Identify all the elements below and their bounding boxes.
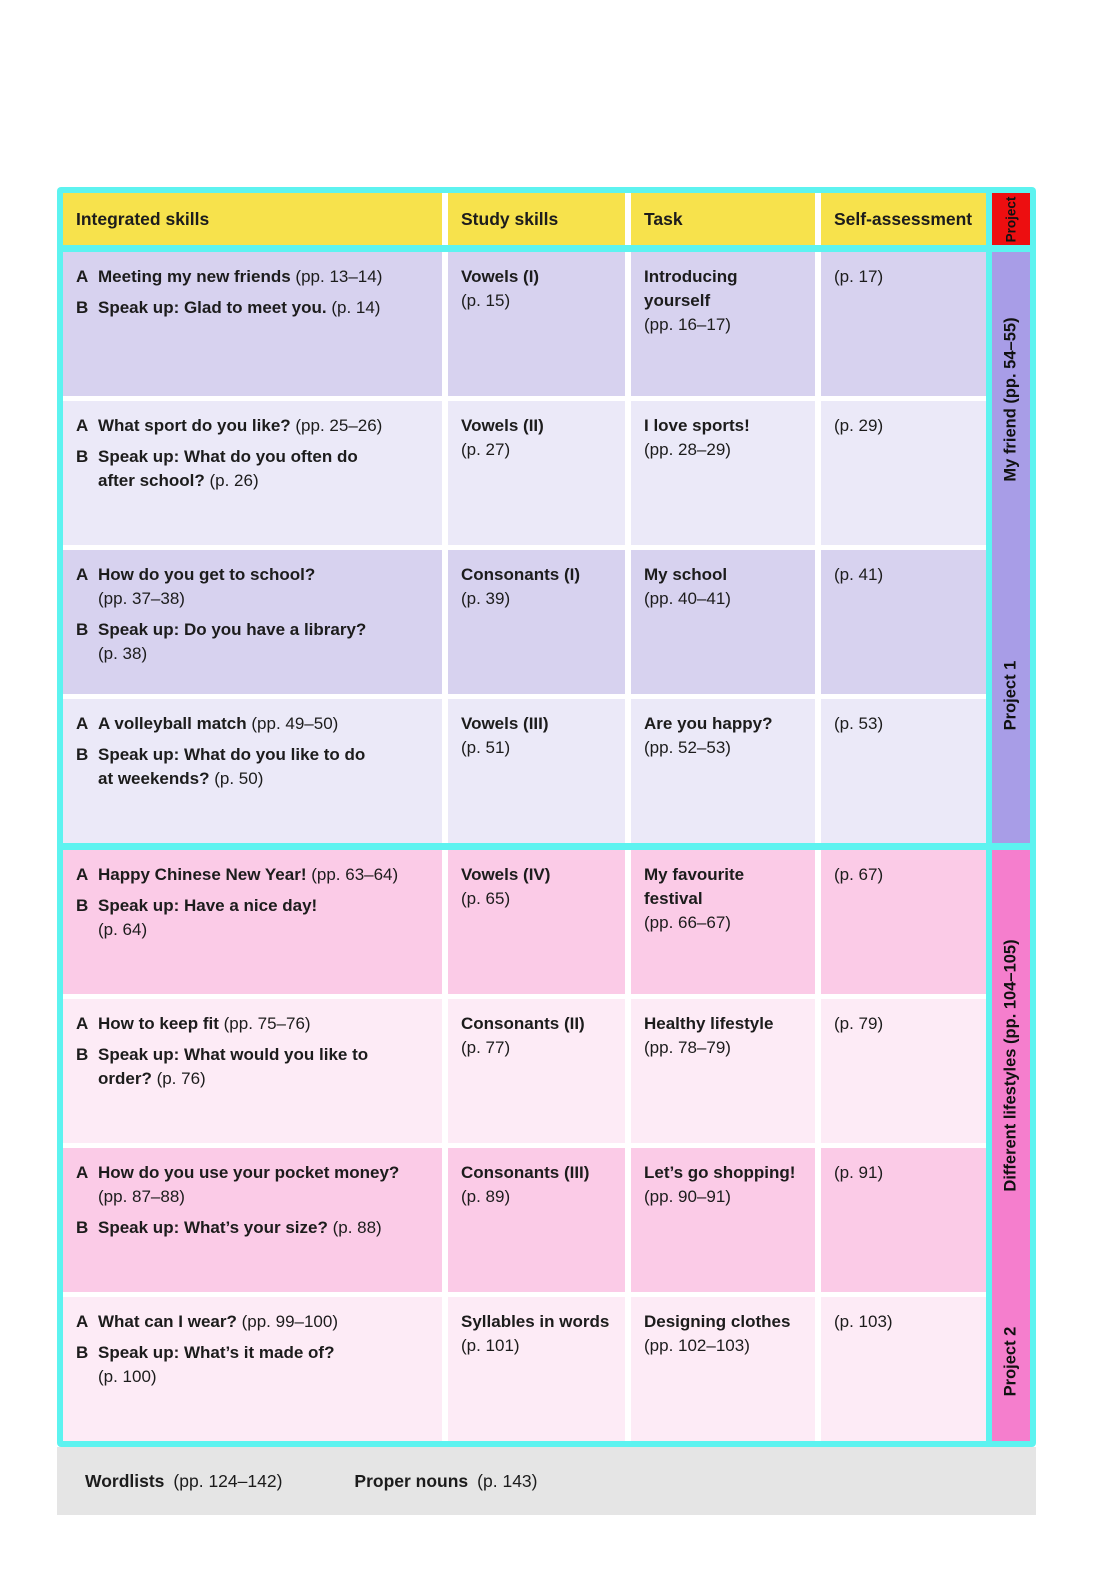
page-ref-segment: (pp. 16–17) <box>644 315 731 334</box>
text-line <box>834 265 976 289</box>
lesson-item <box>76 712 432 736</box>
lesson-item <box>76 1012 432 1036</box>
title-segment: My favourite <box>644 865 745 884</box>
project1-label: Project 1 <box>1001 660 1020 731</box>
item-text <box>98 1216 432 1240</box>
text-line <box>461 289 615 313</box>
text-line <box>98 1310 432 1334</box>
sidebar-strip-unit1 <box>992 252 1030 843</box>
page-ref-segment: (p. 101) <box>461 1336 520 1355</box>
text-line <box>644 1036 805 1060</box>
self-assessment-cell <box>821 401 986 545</box>
text-line <box>644 414 805 438</box>
study-skills-cell <box>448 1297 625 1441</box>
integrated-skills-cell <box>63 1148 442 1292</box>
page-ref-segment: (pp. 63–64) <box>306 865 399 884</box>
lesson-item <box>76 1216 432 1240</box>
integrated-skills-cell <box>63 252 442 396</box>
self-assessment-cell <box>821 1148 986 1292</box>
title-segment: Speak up: What’s your size? <box>98 1218 328 1237</box>
proper-nouns-label: Proper nouns <box>354 1470 469 1491</box>
page-ref-segment: (pp. 49–50) <box>246 714 339 733</box>
page-ref-segment: (pp. 37–38) <box>98 589 185 608</box>
section-divider <box>63 245 986 252</box>
text-line <box>98 414 432 438</box>
text-line <box>834 712 976 736</box>
task-cell <box>631 699 815 843</box>
page-ref-segment: (pp. 66–67) <box>644 913 731 932</box>
item-marker: B <box>76 1045 89 1064</box>
text-line <box>644 1161 805 1185</box>
item-text <box>98 743 432 791</box>
text-line <box>98 1161 432 1185</box>
text-line <box>461 736 615 760</box>
column-header-label: Self-assessment <box>834 208 973 229</box>
lesson-item <box>76 265 432 289</box>
item-text <box>98 445 432 493</box>
text-line <box>834 863 976 887</box>
sidebar-zone <box>992 850 1030 1281</box>
page-ref-segment: (pp. 102–103) <box>644 1336 750 1355</box>
column-header-label: Study skills <box>461 208 559 229</box>
lesson-item <box>76 1161 432 1209</box>
study-skills-cell <box>448 1148 625 1292</box>
title-segment: festival <box>644 889 703 908</box>
unit-section-different-lifestyles <box>63 850 986 1441</box>
unit2-title-label: Different lifestyles (pp. 104–105) <box>1001 939 1020 1192</box>
title-segment: What sport do you like? <box>98 416 291 435</box>
page-ref-segment: (p. 39) <box>461 589 511 608</box>
task-cell <box>631 252 815 396</box>
text-line <box>98 1067 432 1091</box>
page-ref-segment: (p. 79) <box>834 1014 884 1033</box>
text-line <box>834 1310 976 1334</box>
text-line <box>834 414 976 438</box>
study-skills-cell <box>448 699 625 843</box>
title-segment: Speak up: Have a nice day! <box>98 896 318 915</box>
page-ref-segment: (p. 26) <box>204 471 259 490</box>
text-line <box>644 313 805 337</box>
item-marker: B <box>76 298 89 317</box>
study-skills-cell <box>448 252 625 396</box>
lesson-item <box>76 894 432 942</box>
text-line <box>644 911 805 935</box>
title-segment: Designing clothes <box>644 1312 791 1331</box>
task-cell <box>631 850 815 994</box>
item-text <box>98 1310 432 1334</box>
text-line <box>461 587 615 611</box>
item-marker: A <box>76 1312 89 1331</box>
item-marker: B <box>76 620 89 639</box>
page-ref-segment: (pp. 75–76) <box>218 1014 311 1033</box>
item-text <box>98 563 432 611</box>
title-segment: Introducing <box>644 267 738 286</box>
project2-label: Project 2 <box>1001 1326 1020 1396</box>
page-ref-segment: (p. 14) <box>326 298 381 317</box>
title-segment: Syllables in words <box>461 1312 610 1331</box>
title-segment: I love sports! <box>644 416 750 435</box>
page-ref-segment: (pp. 28–29) <box>644 440 731 459</box>
study-skills-cell <box>448 550 625 694</box>
text-line <box>98 587 432 611</box>
study-skills-cell <box>448 999 625 1143</box>
page-ref-segment: (p. 88) <box>327 1218 382 1237</box>
item-text <box>98 414 432 438</box>
self-assessment-cell <box>821 699 986 843</box>
column-header-study-skills <box>448 193 625 245</box>
page-ref-segment: (p. 51) <box>461 738 511 757</box>
item-marker: B <box>76 447 89 466</box>
item-text <box>98 863 432 887</box>
title-segment: Vowels (III) <box>461 714 549 733</box>
lesson-item <box>76 563 432 611</box>
item-marker: A <box>76 1014 89 1033</box>
integrated-skills-cell <box>63 999 442 1143</box>
title-segment: Speak up: Do you have a library? <box>98 620 367 639</box>
text-line <box>98 767 432 791</box>
integrated-skills-cell <box>63 1297 442 1441</box>
text-line <box>461 887 615 911</box>
lesson-item <box>76 445 432 493</box>
page-ref-segment: (p. 15) <box>461 291 511 310</box>
text-line <box>98 918 432 942</box>
title-segment: Speak up: Glad to meet you. <box>98 298 327 317</box>
unit-section-my-friend <box>63 252 986 843</box>
item-marker: A <box>76 416 89 435</box>
text-line <box>461 1185 615 1209</box>
text-line <box>461 863 615 887</box>
page-ref-segment: (p. 27) <box>461 440 511 459</box>
title-segment: after school? <box>98 471 205 490</box>
text-line <box>461 1161 615 1185</box>
title-segment: yourself <box>644 291 711 310</box>
item-text <box>98 1341 432 1389</box>
text-line <box>98 1365 432 1389</box>
text-line <box>98 642 432 666</box>
item-text <box>98 296 432 320</box>
item-text <box>98 1012 432 1036</box>
proper-nouns-page-ref: (p. 143) <box>477 1470 538 1491</box>
sidebar-strip-unit2 <box>992 850 1030 1441</box>
item-marker: A <box>76 714 89 733</box>
item-marker: A <box>76 565 89 584</box>
column-header-label: Task <box>644 208 683 229</box>
item-text <box>98 894 432 942</box>
title-segment: What can I wear? <box>98 1312 237 1331</box>
task-cell <box>631 1148 815 1292</box>
main-table-area <box>63 193 986 1441</box>
lesson-item <box>76 296 432 320</box>
column-header-integrated-skills <box>63 193 442 245</box>
text-line <box>98 296 432 320</box>
integrated-skills-cell <box>63 550 442 694</box>
page-ref-segment: (p. 41) <box>834 565 884 584</box>
title-segment: order? <box>98 1069 152 1088</box>
study-skills-cell <box>448 850 625 994</box>
lesson-item <box>76 414 432 438</box>
page-ref-segment: (p. 103) <box>834 1312 893 1331</box>
text-line <box>98 743 432 767</box>
page-ref-segment: (p. 64) <box>98 920 148 939</box>
text-line <box>644 563 805 587</box>
title-segment: Speak up: What would you like to <box>98 1045 369 1064</box>
title-segment: Vowels (II) <box>461 416 544 435</box>
sidebar-divider <box>992 245 1030 252</box>
column-header-label: Integrated skills <box>76 208 210 229</box>
self-assessment-cell <box>821 999 986 1143</box>
title-segment: Speak up: What do you often do <box>98 447 358 466</box>
item-text <box>98 1161 432 1209</box>
text-line <box>98 265 432 289</box>
task-cell <box>631 1297 815 1441</box>
lesson-item <box>76 743 432 791</box>
page-ref-segment: (pp. 90–91) <box>644 1187 731 1206</box>
self-assessment-cell <box>821 850 986 994</box>
page-ref-segment: (p. 67) <box>834 865 884 884</box>
page-ref-segment: (pp. 25–26) <box>290 416 383 435</box>
text-line <box>461 265 615 289</box>
column-header-task <box>631 193 815 245</box>
footer-bar <box>57 1447 1036 1515</box>
text-line <box>98 863 432 887</box>
page-ref-segment: (p. 65) <box>461 889 511 908</box>
text-line <box>461 1310 615 1334</box>
text-line <box>834 1161 976 1185</box>
page-ref-segment: (p. 77) <box>461 1038 511 1057</box>
text-line <box>644 289 805 313</box>
task-cell <box>631 401 815 545</box>
project-header-cell <box>992 193 1030 245</box>
text-line <box>98 894 432 918</box>
sidebar-zone <box>992 1281 1030 1441</box>
page-ref-segment: (p. 100) <box>98 1367 157 1386</box>
page-ref-segment: (pp. 52–53) <box>644 738 731 757</box>
text-line <box>98 618 432 642</box>
wordlists-label: Wordlists <box>85 1470 165 1491</box>
item-marker: B <box>76 896 89 915</box>
unit1-title-label: My friend (pp. 54–55) <box>1001 317 1020 482</box>
item-text <box>98 618 432 666</box>
text-line <box>644 1310 805 1334</box>
self-assessment-cell <box>821 252 986 396</box>
page-ref-segment: (p. 17) <box>834 267 884 286</box>
title-segment: Speak up: What’s it made of? <box>98 1343 335 1362</box>
item-text <box>98 265 432 289</box>
text-line <box>98 469 432 493</box>
page-ref-segment: (p. 91) <box>834 1163 884 1182</box>
self-assessment-cell <box>821 1297 986 1441</box>
text-line <box>461 438 615 462</box>
lesson-item <box>76 618 432 666</box>
page-ref-segment: (p. 53) <box>834 714 884 733</box>
item-marker: B <box>76 1343 89 1362</box>
project-header-label: Project <box>1003 196 1019 242</box>
title-segment: Consonants (III) <box>461 1163 590 1182</box>
text-line <box>644 712 805 736</box>
task-cell <box>631 999 815 1143</box>
page-ref-segment: (p. 89) <box>461 1187 511 1206</box>
text-line <box>461 1012 615 1036</box>
text-line <box>644 587 805 611</box>
page-ref-segment: (pp. 40–41) <box>644 589 731 608</box>
contents-table <box>57 187 1036 1447</box>
item-marker: A <box>76 267 89 286</box>
item-marker: A <box>76 1163 89 1182</box>
sidebar-column <box>992 193 1030 1441</box>
text-line <box>98 445 432 469</box>
sidebar-zone <box>992 252 1030 548</box>
title-segment: at weekends? <box>98 769 210 788</box>
page-ref-segment: (p. 76) <box>151 1069 206 1088</box>
item-marker: A <box>76 865 89 884</box>
text-line <box>461 414 615 438</box>
text-line <box>461 1036 615 1060</box>
title-segment: Meeting my new friends <box>98 267 291 286</box>
lesson-item <box>76 1341 432 1389</box>
text-line <box>644 736 805 760</box>
page-ref-segment: (pp. 13–14) <box>290 267 383 286</box>
text-line <box>98 1043 432 1067</box>
text-line <box>644 265 805 289</box>
title-segment: Consonants (II) <box>461 1014 585 1033</box>
proper-nouns-entry <box>354 1471 537 1492</box>
study-skills-cell <box>448 401 625 545</box>
text-line <box>461 563 615 587</box>
text-line <box>834 563 976 587</box>
page-ref-segment: (p. 29) <box>834 416 884 435</box>
title-segment: Speak up: What do you like to do <box>98 745 366 764</box>
title-segment: Are you happy? <box>644 714 773 733</box>
item-marker: B <box>76 745 89 764</box>
text-line <box>461 1334 615 1358</box>
page-ref-segment: (p. 50) <box>209 769 264 788</box>
sidebar-divider <box>992 843 1030 850</box>
column-header-self-assessment <box>821 193 986 245</box>
text-line <box>834 1012 976 1036</box>
sidebar-zone <box>992 548 1030 844</box>
text-line <box>98 712 432 736</box>
text-line <box>644 438 805 462</box>
text-line <box>644 1185 805 1209</box>
text-line <box>644 887 805 911</box>
wordlists-entry <box>85 1471 282 1492</box>
page-ref-segment: (pp. 78–79) <box>644 1038 731 1057</box>
text-line <box>98 1012 432 1036</box>
task-cell <box>631 550 815 694</box>
text-line <box>461 712 615 736</box>
section-divider <box>63 843 986 850</box>
lesson-item <box>76 1310 432 1334</box>
title-segment: Healthy lifestyle <box>644 1014 774 1033</box>
contents-grid <box>63 193 1030 1441</box>
integrated-skills-cell <box>63 850 442 994</box>
title-segment: Vowels (I) <box>461 267 540 286</box>
title-segment: Happy Chinese New Year! <box>98 865 307 884</box>
item-text <box>98 712 432 736</box>
item-text <box>98 1043 432 1091</box>
title-segment: Let’s go shopping! <box>644 1163 796 1182</box>
item-marker: B <box>76 1218 89 1237</box>
title-segment: How do you get to school? <box>98 565 316 584</box>
title-segment: My school <box>644 565 728 584</box>
lesson-item <box>76 863 432 887</box>
page-ref-segment: (p. 38) <box>98 644 148 663</box>
text-line <box>644 1334 805 1358</box>
self-assessment-cell <box>821 550 986 694</box>
integrated-skills-cell <box>63 699 442 843</box>
lesson-item <box>76 1043 432 1091</box>
page-ref-segment: (pp. 87–88) <box>98 1187 185 1206</box>
integrated-skills-cell <box>63 401 442 545</box>
text-line <box>98 1341 432 1365</box>
text-line <box>98 1216 432 1240</box>
text-line <box>644 863 805 887</box>
title-segment: How do you use your pocket money? <box>98 1163 400 1182</box>
title-segment: A volleyball match <box>98 714 247 733</box>
title-segment: How to keep fit <box>98 1014 219 1033</box>
title-segment: Consonants (I) <box>461 565 580 584</box>
header-row <box>63 193 986 245</box>
text-line <box>644 1012 805 1036</box>
text-line <box>98 563 432 587</box>
page-ref-segment: (pp. 99–100) <box>236 1312 339 1331</box>
wordlists-page-ref: (pp. 124–142) <box>173 1470 283 1491</box>
text-line <box>98 1185 432 1209</box>
title-segment: Vowels (IV) <box>461 865 551 884</box>
